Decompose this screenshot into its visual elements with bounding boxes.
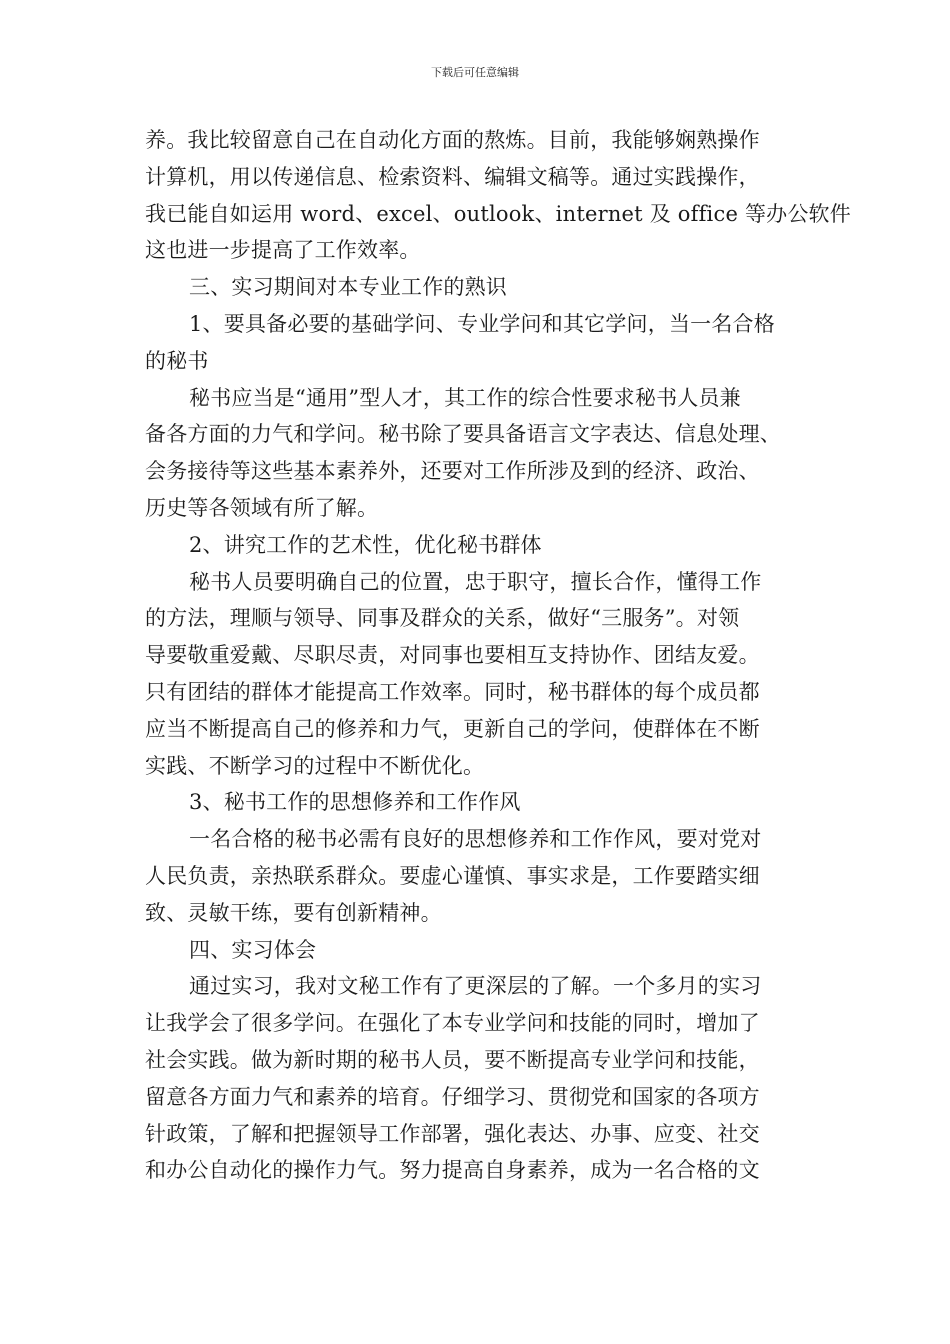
text-line: 人民负责，亲热联系群众。要虚心谨慎、事实求是，工作要踏实细 [145, 863, 760, 888]
text-line: 这也进一步提高了工作效率。 [145, 238, 421, 263]
text-line: 四、实习体会 [189, 937, 317, 962]
text-line: 计算机，用以传递信息、检索资料、编辑文稿等。通过实践操作， [145, 164, 760, 189]
text-line: 实践、不断学习的过程中不断优化。 [145, 753, 485, 778]
text-line: 3、秘书工作的思想修养和工作作风 [189, 790, 521, 815]
text-line: 养。我比较留意自己在自动化方面的熬炼。目前，我能够娴熟操作 [145, 128, 760, 152]
document-body [145, 122, 851, 1189]
text-line: 导要敬重爱戴、尽职尽责，对同事也要相互支持协作、团结友爱。 [145, 643, 760, 668]
text-line: 的秘书 [145, 348, 209, 373]
text-line: 我已能自如运用 word、excel、outlook、internet 及 office 等办公软件 [145, 201, 851, 226]
text-line: 三、实习期间对本专业工作的熟识 [189, 275, 507, 300]
text-line: 2、讲究工作的艺术性，优化秘书群体 [189, 532, 542, 557]
text-line: 应当不断提高自己的修养和力气，更新自己的学问，使群体在不断 [145, 716, 760, 741]
text-line: 秘书应当是“通用”型人才，其工作的综合性要求秘书人员兼 [189, 385, 741, 410]
text-line: 通过实习，我对文秘工作有了更深层的了解。一个多月的实习 [189, 974, 762, 999]
text-line: 针政策，了解和把握领导工作部署，强化表达、办事、应变、社交 [145, 1121, 760, 1146]
text-line: 一名合格的秘书必需有良好的思想修养和工作作风，要对党对 [189, 827, 762, 852]
page-header: 下载后可任意编辑 [431, 66, 519, 79]
text-line: 1、要具备必要的基础学问、专业学问和其它学问，当一名合格 [189, 311, 775, 336]
text-line: 只有团结的群体才能提高工作效率。同时，秘书群体的每个成员都 [145, 679, 760, 704]
text-line: 历史等各领域有所了解。 [145, 495, 379, 520]
text-line: 留意各方面力气和素养的培育。仔细学习、贯彻党和国家的各项方 [145, 1084, 760, 1109]
text-line: 和办公自动化的操作力气。努力提高自身素养，成为一名合格的文 [145, 1158, 760, 1183]
text-line: 让我学会了很多学问。在强化了本专业学问和技能的同时，增加了 [145, 1011, 760, 1036]
text-line: 社会实践。做为新时期的秘书人员，要不断提高专业学问和技能， [145, 1047, 760, 1072]
text-line: 备各方面的力气和学问。秘书除了要具备语言文字表达、信息处理、 [145, 422, 781, 447]
text-line: 秘书人员要明确自己的位置，忠于职守，擅长合作，懂得工作 [189, 569, 762, 594]
text-line: 的方法，理顺与领导、同事及群众的关系，做好“三服务”。对领 [145, 606, 740, 631]
text-line: 致、灵敏干练，要有创新精神。 [145, 900, 442, 925]
text-line: 会务接待等这些基本素养外，还要对工作所涉及到的经济、政治、 [145, 459, 760, 484]
